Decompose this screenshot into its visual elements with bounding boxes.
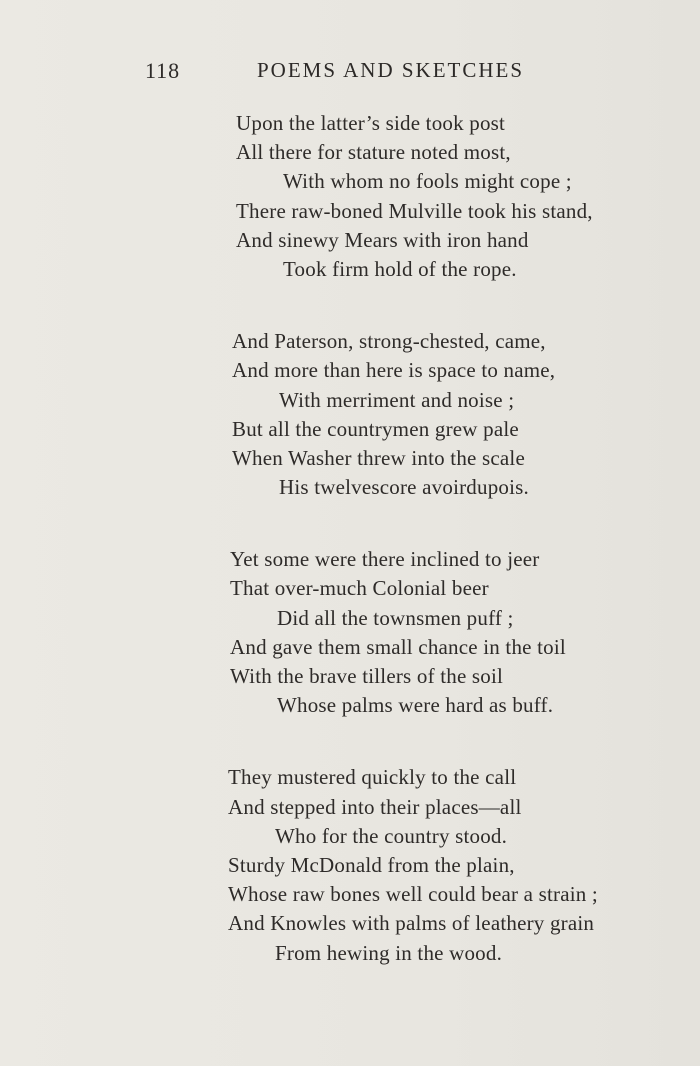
- poem-line: That over-much Colonial beer: [230, 576, 489, 601]
- poem-line: All there for stature noted most,: [236, 140, 511, 165]
- stanza: [0, 545, 700, 720]
- poem-line: But all the countrymen grew pale: [232, 416, 519, 441]
- running-head: POEMS AND SKETCHES: [257, 58, 525, 82]
- poem-line: From hewing in the wood.: [275, 940, 503, 965]
- poem-line: And sinewy Mears with iron hand: [236, 227, 529, 252]
- page-header: [0, 58, 700, 92]
- poem-line: They mustered quickly to the call: [228, 765, 517, 790]
- poem-line: With the brave tillers of the soil: [230, 664, 504, 688]
- poem-line: Sturdy McDonald from the plain,: [228, 852, 515, 877]
- poem-line: And more than here is space to name,: [232, 358, 556, 383]
- page-number: 118: [145, 58, 181, 83]
- poem-line: Did all the townsmen puff ;: [277, 605, 514, 630]
- poem-body: [0, 109, 700, 1011]
- poem-line: With whom no fools might cope ;: [283, 169, 572, 194]
- poem-line: And gave them small chance in the toil: [230, 634, 566, 659]
- poem-line: And Paterson, strong-chested, came,: [232, 329, 546, 354]
- poem-line: Who for the country stood.: [275, 823, 508, 848]
- poem-line: And Knowles with palms of leathery grain: [228, 911, 595, 936]
- stanza: [0, 763, 700, 967]
- poem-line: Whose palms were hard as buff.: [277, 693, 554, 718]
- poem-line: His twelvescore avoirdupois.: [279, 475, 529, 500]
- poem-line: When Washer threw into the scale: [232, 445, 525, 470]
- poem-line: With merriment and noise ;: [279, 387, 515, 412]
- poem-line: There raw-boned Mulville took his stand,: [236, 198, 593, 223]
- poem-line: Yet some were there inclined to jeer: [230, 547, 540, 572]
- poem-line: And stepped into their places—all: [228, 794, 522, 819]
- poem-line: Took firm hold of the rope.: [283, 256, 517, 281]
- poem-line: Upon the latter’s side took post: [236, 111, 506, 135]
- stanza: [0, 327, 700, 502]
- stanza: [0, 109, 700, 284]
- poem-line: Whose raw bones well could bear a strain ;: [228, 882, 598, 907]
